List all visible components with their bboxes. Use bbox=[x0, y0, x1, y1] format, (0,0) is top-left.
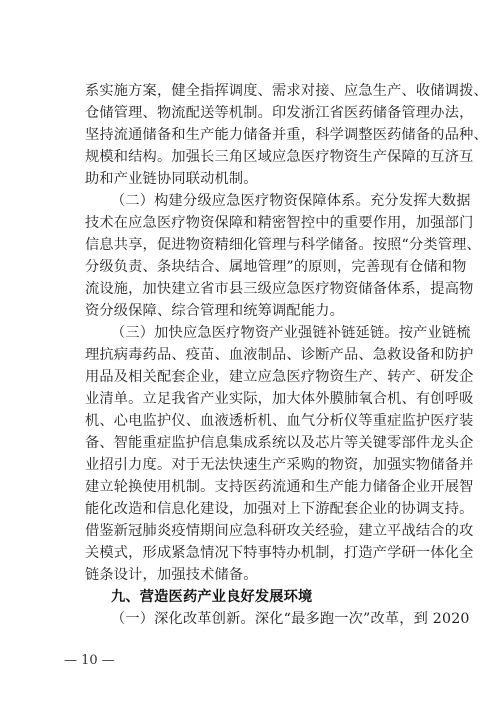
body-text-line-18: 业招引力度。对于无法快速生产采购的物资，加强实物储备并 bbox=[85, 457, 474, 473]
body-text-line-22: 关模式，形成紧急情况下特事特办机制，打造产学研一体化全 bbox=[85, 545, 474, 561]
subsection-one-line: （一）深化改革创新。深化“最多跑一次”改革，到 2020 bbox=[111, 611, 470, 627]
body-text-line-5: 助和产业链协同联动机制。 bbox=[85, 171, 258, 187]
section-nine-heading: 九、营造医药产业良好发展环境 bbox=[111, 589, 313, 605]
section-two-lead-line: （二）构建分级应急医疗物资保障体系。充分发挥大数据 bbox=[111, 193, 471, 209]
page-number: — 10 — bbox=[64, 653, 115, 668]
body-text-line-16: 机、心电监护仪、血液透析机、血气分析仪等重症监护医疗装 bbox=[85, 413, 474, 429]
body-text-line-14: 用品及相关配套企业，建立应急医疗物资生产、转产、研发企 bbox=[85, 369, 474, 385]
body-text-line-15: 业清单。立足我省产业实际，加大体外膜肺氧合机、有创呼吸 bbox=[85, 391, 474, 407]
body-text-line-8: 信息共享，促进物资精细化管理与科学储备。按照“分类管理、 bbox=[85, 237, 481, 253]
body-text-line-1: 系实施方案，健全指挥调度、需求对接、应急生产、收储调拨、 bbox=[85, 83, 488, 99]
body-text-line-20: 能化改造和信息化建设，加强对上下游配套企业的协调支持。 bbox=[85, 501, 474, 517]
body-text-line-19: 建立轮换使用机制。支持医药流通和生产能力储备企业开展智 bbox=[85, 479, 474, 495]
body-text-line-23: 链条设计，加强技术储备。 bbox=[85, 567, 258, 583]
body-text-line-7: 技术在应急医疗物资保障和精密智控中的重要作用，加强部门 bbox=[85, 215, 474, 231]
body-text-line-11: 资分级保障、综合管理和统筹调配能力。 bbox=[85, 303, 344, 319]
body-text-line-17: 备、智能重症监护信息集成系统以及芯片等关键零部件龙头企 bbox=[85, 435, 474, 451]
section-three-lead-line: （三）加快应急医疗物资产业强链补链延链。按产业链梳 bbox=[111, 325, 471, 341]
body-text-line-2: 仓储管理、物流配送等机制。印发浙江省医药储备管理办法， bbox=[85, 105, 474, 121]
body-text-line-4: 规模和结构。加强长三角区域应急医疗物资生产保障的互济互 bbox=[85, 149, 474, 165]
body-text-line-3: 坚持流通储备和生产能力储备并重，科学调整医药储备的品种、 bbox=[85, 127, 488, 143]
body-text-line-9: 分级负责、条块结合、属地管理”的原则，完善现有仓储和物 bbox=[85, 259, 467, 275]
body-text-line-13: 理抗病毒药品、疫苗、血液制品、诊断产品、急救设备和防护 bbox=[85, 347, 474, 363]
body-text-line-21: 借鉴新冠肺炎疫情期间应急科研攻关经验，建立平战结合的攻 bbox=[85, 523, 474, 539]
body-text-line-10: 流设施，加快建立省市县三级应急医疗物资储备体系，提高物 bbox=[85, 281, 474, 297]
